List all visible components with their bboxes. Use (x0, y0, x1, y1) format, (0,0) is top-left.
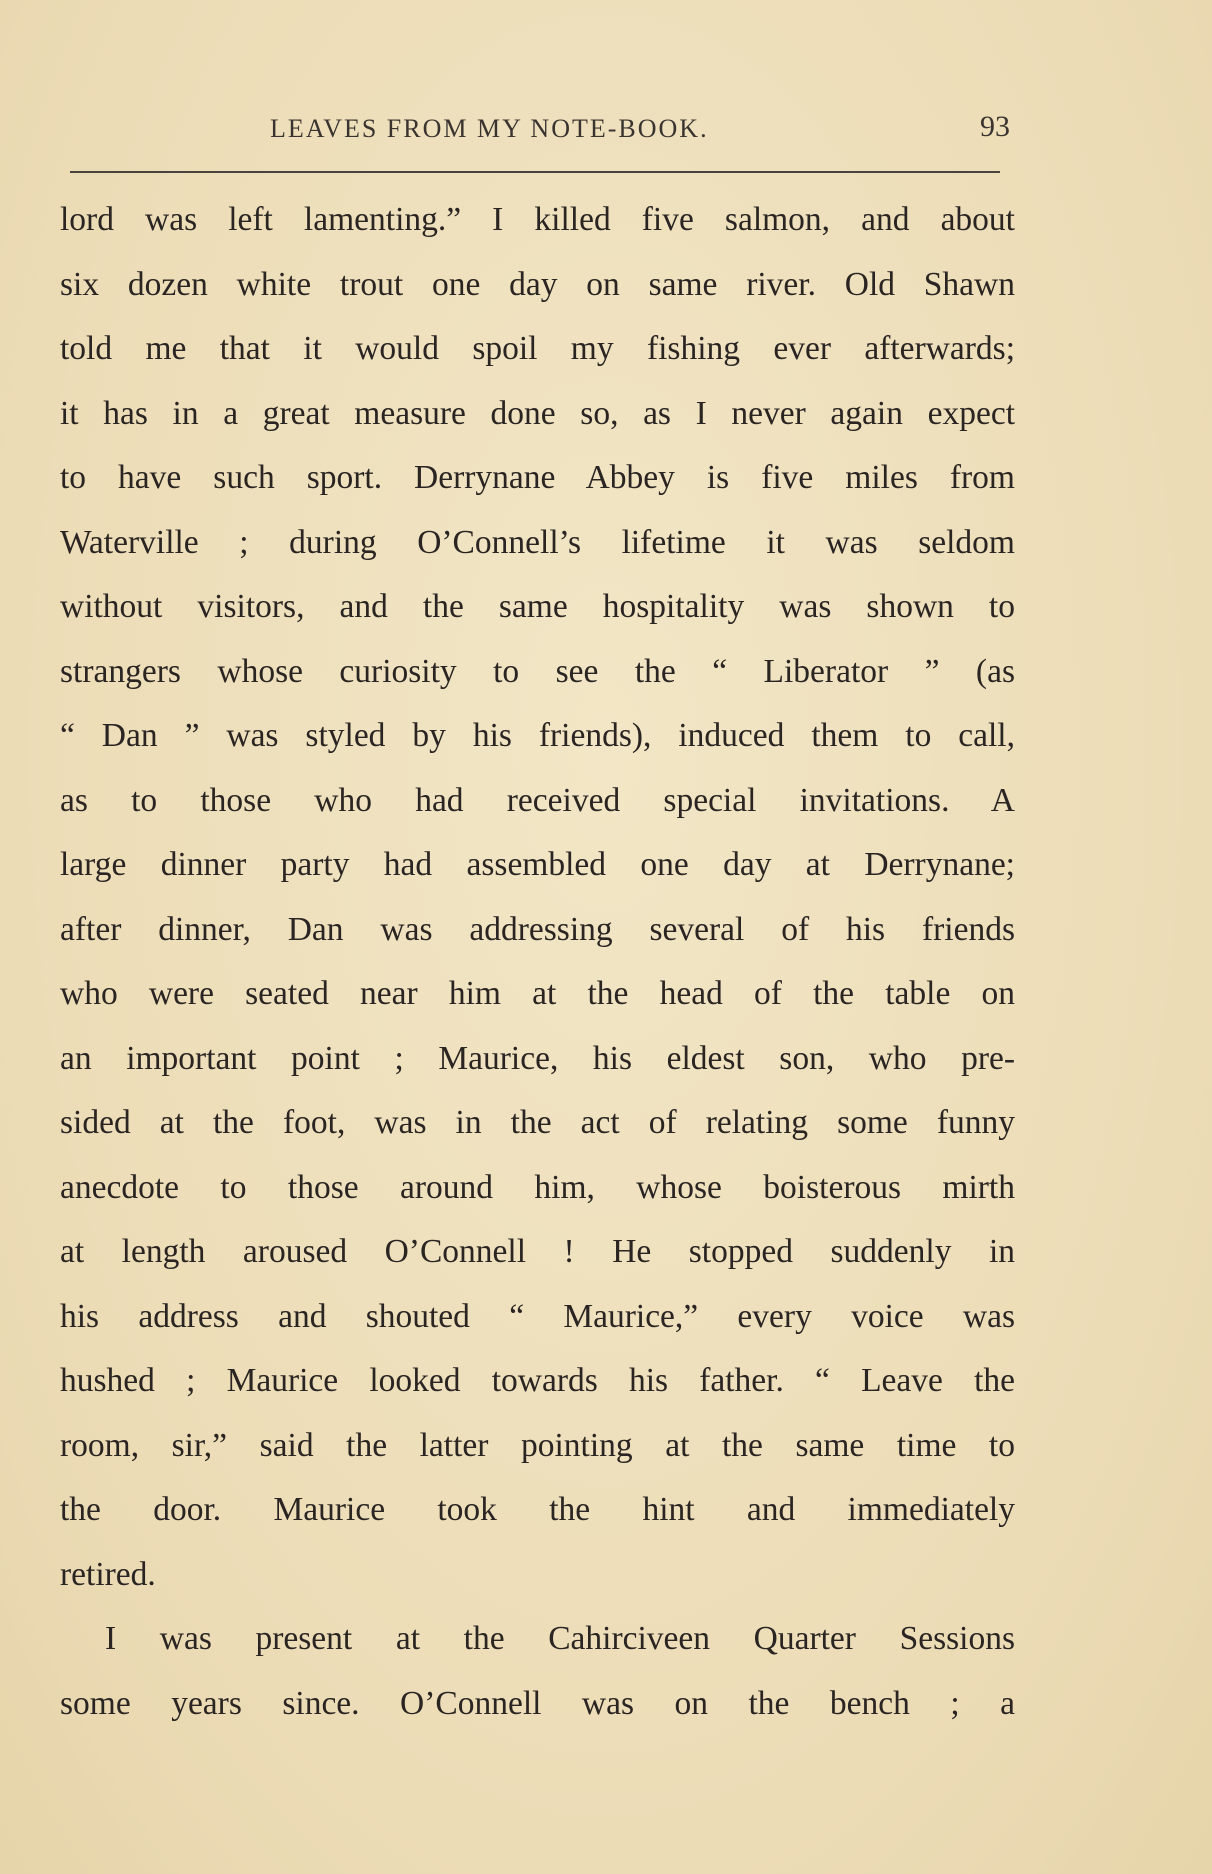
page-number: 93 (980, 110, 1010, 143)
text-line: without visitors, and the same hospitality was shown to (60, 588, 1015, 625)
text-line: retired. (60, 1555, 156, 1593)
text-line: anecdote to those around him, whose boisterous mirth (60, 1168, 1015, 1206)
text-line: six dozen white trout one day on same river. Old Shawn (60, 265, 1015, 303)
text-line: some years since. O’Connell was on the bench ; a (60, 1684, 1015, 1722)
text-line: room, sir,” said the latter pointing at the same time to (60, 1426, 1015, 1464)
text-line: to have such sport. Derrynane Abbey is five miles from (60, 459, 1015, 496)
text-line: his address and shouted “ Maurice,” every voice was (60, 1297, 1015, 1335)
paragraph (60, 188, 1015, 1607)
text-line: it has in a great measure done so, as I never again expect (60, 394, 1015, 432)
text-line: at length aroused O’Connell ! He stopped suddenly in (60, 1233, 1015, 1270)
body-text (60, 188, 1015, 1736)
text-line: large dinner party had assembled one day at Derrynane; (60, 846, 1015, 883)
text-line: I was present at the Cahirciveen Quarter Sessions (105, 1620, 1015, 1657)
text-line: the door. Maurice took the hint and immediately (60, 1491, 1015, 1528)
running-title: LEAVES FROM MY NOTE-BOOK. (270, 114, 709, 143)
paragraph (60, 1607, 1015, 1736)
text-line: sided at the foot, was in the act of relating some funny (60, 1104, 1015, 1141)
text-line: told me that it would spoil my fishing ever afterwards; (60, 330, 1015, 367)
text-line: “ Dan ” was styled by his friends), induced them to call, (60, 717, 1015, 754)
text-line: who were seated near him at the head of the table on (60, 975, 1015, 1012)
text-line: as to those who had received special invitations. A (60, 781, 1015, 819)
text-line: strangers whose curiosity to see the “ Liberator ” (as (60, 652, 1015, 690)
header-rule (70, 171, 1000, 173)
text-line: an important point ; Maurice, his eldest son, who pre- (60, 1039, 1015, 1077)
running-head (60, 108, 1010, 148)
text-line: lord was left lamenting.” I killed five salmon, and about (60, 201, 1015, 238)
text-line: after dinner, Dan was addressing several of his friends (60, 910, 1015, 948)
text-line: Waterville ; during O’Connell’s lifetime it was seldom (60, 523, 1015, 561)
text-line: hushed ; Maurice looked towards his father. “ Leave the (60, 1362, 1015, 1399)
